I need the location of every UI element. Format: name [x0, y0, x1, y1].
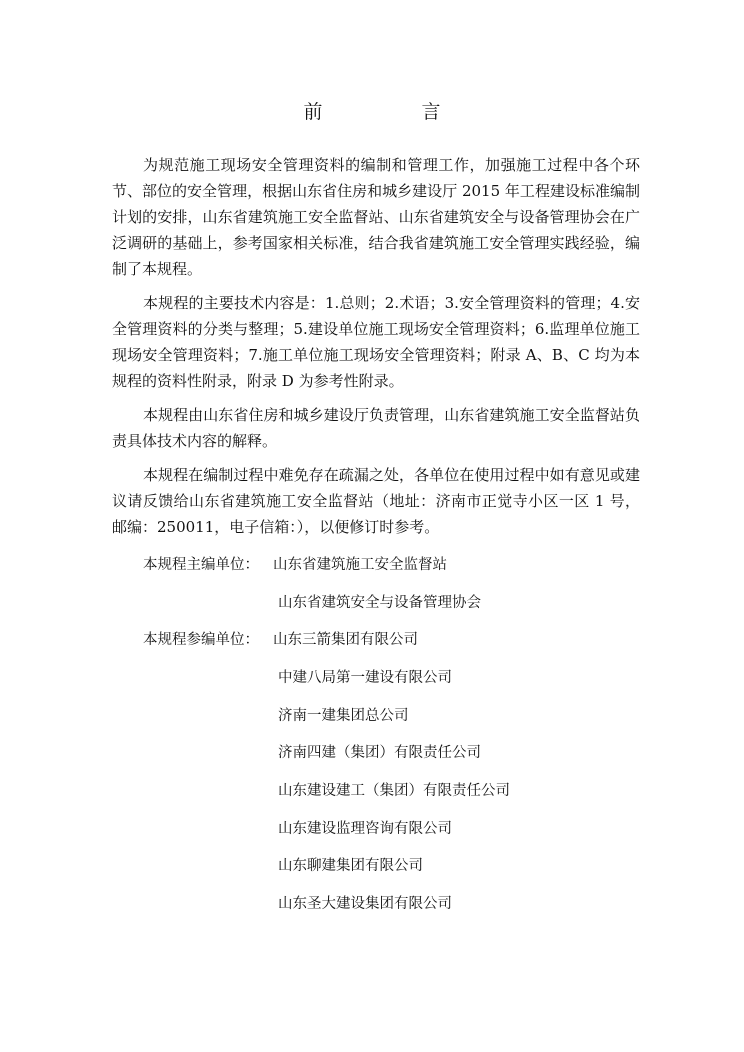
participating-unit-name: 济南四建（集团）有限责任公司 — [278, 745, 481, 761]
participating-unit-name: 济南一建集团总公司 — [278, 708, 409, 724]
participating-unit-name: 山东聊建集团有限公司 — [278, 858, 423, 874]
preface-paragraph-purpose: 为规范施工现场安全管理资料的编制和管理工作，加强施工过程中各个环节、部位的安全管理，根据山东省住房和城乡建设厅 2015 年工程建设标准编制计划的安排，山东省建筑施工安全监督站、山东省建筑安全与设备管理协会在广泛调研的基础上，参考国家相关标准，结合我省建筑施工安全管理实践经验，编制了本规程。 — [112, 156, 640, 278]
chief-unit-name: 山东省建筑施工安全监督站 — [273, 557, 447, 573]
preface-paragraph-management: 本规程由山东省住房和城乡建设厅负责管理，山东省建筑施工安全监督站负责具体技术内容的解释。 — [112, 406, 640, 450]
participating-unit-name: 山东建设监理咨询有限公司 — [278, 821, 452, 837]
participating-unit-name: 山东圣大建设集团有限公司 — [278, 896, 452, 912]
chief-unit-name: 山东省建筑安全与设备管理协会 — [278, 595, 481, 611]
preface-paragraph-feedback: 本规程在编制过程中难免存在疏漏之处，各单位在使用过程中如有意见或建议请反馈给山东省建筑施工安全监督站（地址：济南市正觉寺小区一区 1 号，邮编：250011，电子信箱：），以便修订时参考。 — [112, 466, 640, 536]
page-title: 前 言 — [303, 101, 481, 123]
participating-unit-name: 山东建设建工（集团）有限责任公司 — [278, 783, 510, 799]
preface-paragraph-contents: 本规程的主要技术内容是：1.总则；2.术语；3.安全管理资料的管理；4.安全管理资料的分类与整理；5.建设单位施工现场安全管理资料；6.监理单位施工现场安全管理资料；7.施工单位施工现场安全管理资料；附录 A、B、C 均为本规程的资料性附录，附录 D 为参考性附录。 — [112, 294, 640, 390]
participating-units-label: 本规程参编单位： — [143, 632, 259, 648]
participating-unit-name: 山东三箭集团有限公司 — [273, 632, 418, 648]
chief-units-label: 本规程主编单位： — [143, 557, 259, 573]
participating-unit-name: 中建八局第一建设有限公司 — [278, 670, 452, 686]
